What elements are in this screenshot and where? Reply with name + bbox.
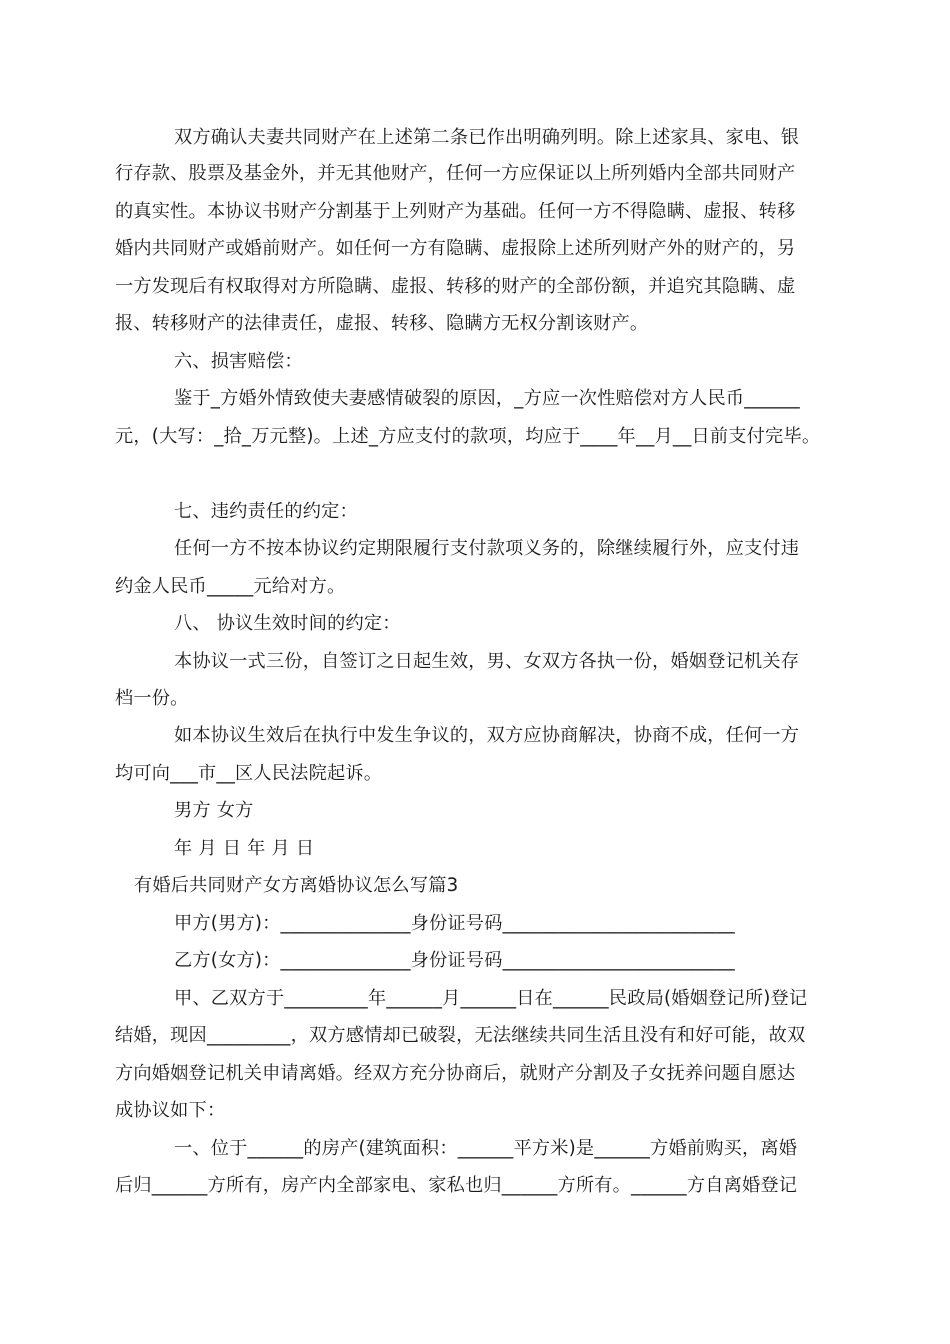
section-heading: 六、损害赔偿： [174,351,303,372]
date-line: 年 月 日 年 月 日 [174,838,315,859]
paragraph-line: 婚内共同财产或婚前财产。如任何一方有隐瞒、虚报除上述所列财产外的财产的，另 [115,238,796,259]
paragraph-line: 方向婚姻登记机关申请离婚。经双方充分协商后，就财产分割及子女抚养问题自愿达 [115,1063,796,1084]
signature-line: 男方 女方 [174,800,254,821]
paragraph-line: 一、位于______的房产(建筑面积：______平方米)是______方婚前购买，离婚 [174,1138,798,1159]
paragraph-line: 元，(大写：_拾_万元整)。上述_方应支付的款项，均应于____年__月__日前支付完毕。 [115,426,821,447]
paragraph-line: 均可向___市__区人民法院起诉。 [115,763,383,784]
paragraph-line: 鉴于_方婚外情致使夫妻感情破裂的原因，_方应一次性赔偿对方人民币______ [174,388,800,409]
section-heading: 七、违约责任的约定： [174,501,358,522]
paragraph-line: 双方确认夫妻共同财产在上述第二条已作出明确列明。除上述家具、家电、银 [174,127,800,148]
paragraph-line: 本协议一式三份，自签订之日起生效，男、女双方各执一份，婚姻登记机关存 [174,651,800,672]
paragraph-line: 结婚，现因_________，双方感情却已破裂，无法继续共同生活且没有和好可能，故双 [115,1025,806,1046]
section-heading: 八、 协议生效时间的约定： [174,613,401,634]
paragraph-line: 如本协议生效后在执行中发生争议的，双方应协商解决，协商不成，任何一方 [174,725,800,746]
paragraph-line: 甲、乙双方于_________年______月______日在______民政局(婚姻登记所)登记 [174,988,808,1009]
paragraph-line: 成协议如下： [115,1100,226,1121]
party-a-line: 甲方(男方)：______________身份证号码_________________________ [174,913,735,934]
paragraph-line: 的真实性。本协议书财产分割基于上列财产为基础。任何一方不得隐瞒、虚报、转移 [115,201,796,222]
paragraph-line: 档一份。 [115,688,189,709]
party-b-line: 乙方(女方)：______________身份证号码_________________________ [174,950,735,971]
paragraph-line: 后归______方所有，房产内全部家电、家私也归______方所有。______方自离婚登记 [115,1175,798,1196]
paragraph-line: 一方发现后有权取得对方所隐瞒、虚报、转移的财产的全部份额，并追究其隐瞒、虚 [115,276,796,297]
paragraph-line: 报、转移财产的法律责任，虚报、转移、隐瞒方无权分割该财产。 [115,313,649,334]
paragraph-line: 行存款、股票及基金外，并无其他财产，任何一方应保证以上所列婚内全部共同财产 [115,163,796,184]
paragraph-line: 约金人民币_____元给对方。 [115,576,346,597]
paragraph-line: 任何一方不按本协议约定期限履行支付款项义务的，除继续履行外，应支付违 [174,538,800,559]
article-title: 有婚后共同财产女方离婚协议怎么写篇3 [134,875,459,896]
